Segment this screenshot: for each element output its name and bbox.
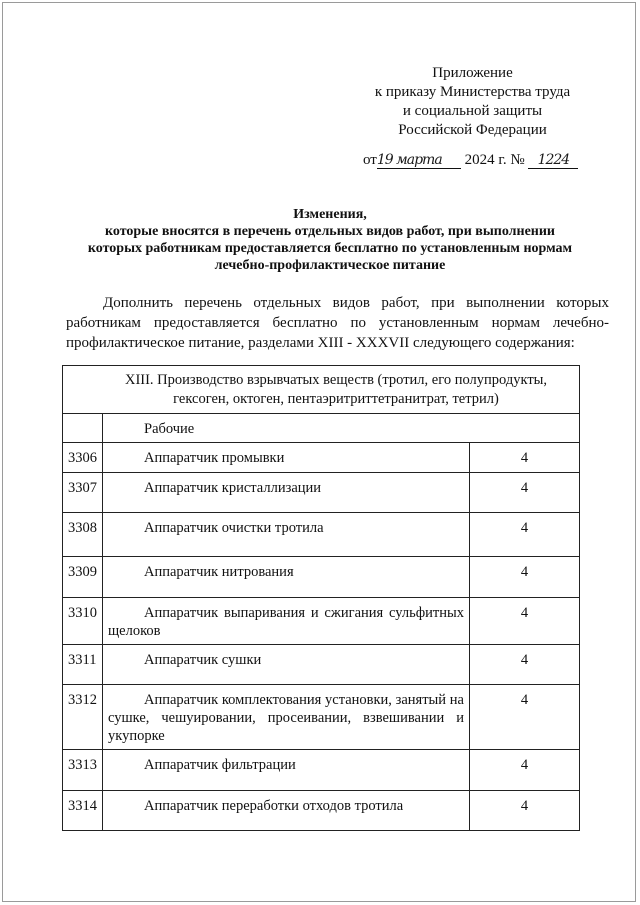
row-name-cell [103, 443, 470, 473]
row-code: 3306 [63, 443, 103, 473]
row-value: 4 [469, 557, 579, 598]
row-code: 3309 [63, 557, 103, 598]
row-name-cell [103, 557, 470, 598]
table-row [63, 443, 580, 473]
subheader-cell [103, 414, 580, 443]
row-name-cell [103, 513, 470, 557]
appendix-line: к приказу Министерства труда [374, 84, 571, 100]
table-row [63, 513, 580, 557]
order-year: 2024 г. № [464, 152, 525, 168]
row-code: 3312 [63, 685, 103, 750]
row-value: 4 [469, 598, 579, 645]
row-name: Аппаратчик очистки тротила [144, 520, 324, 536]
row-value: 4 [469, 443, 579, 473]
row-name: Аппаратчик переработки отходов тротила [144, 798, 404, 814]
title-line: Изменения, [293, 207, 367, 222]
row-name-cell [103, 750, 470, 791]
handwritten-date: 19 марта [377, 152, 461, 169]
row-name: Аппаратчик фильтрации [144, 757, 296, 773]
row-name-cell [103, 473, 470, 513]
document-title [60, 206, 600, 274]
title-line: лечебно-профилактическое питание [214, 258, 446, 273]
table-row [63, 791, 580, 831]
row-name: Аппаратчик выпаривания и сжигания сульфитных щелоков [108, 605, 464, 639]
row-value: 4 [469, 473, 579, 513]
title-line: которых работникам предоставляется бесплатно по установленным нормам [87, 241, 573, 256]
row-value: 4 [469, 513, 579, 557]
subheader-row [63, 414, 580, 443]
row-value: 4 [469, 645, 579, 685]
handwritten-number: 1224 [528, 152, 578, 169]
row-name: Аппаратчик комплектования установки, занятый на сушке, чешуировании, просеивании, взвешивании и укупорке [108, 692, 464, 744]
row-name-cell [103, 645, 470, 685]
table-row [63, 598, 580, 645]
section-title-cell [63, 366, 580, 414]
order-prefix: от [363, 152, 377, 168]
table-row [63, 473, 580, 513]
appendix-line: Приложение [432, 65, 513, 81]
table-row [63, 557, 580, 598]
row-code: 3311 [63, 645, 103, 685]
row-value: 4 [469, 685, 579, 750]
row-code: 3313 [63, 750, 103, 791]
row-code: 3314 [63, 791, 103, 831]
appendix-line: Российской Федерации [398, 122, 547, 138]
table-row [63, 750, 580, 791]
row-value: 4 [469, 750, 579, 791]
row-name: Аппаратчик сушки [144, 652, 262, 668]
intro-paragraph: Дополнить перечень отдельных видов работ, при выполнении которых работникам предоставляется бесплатно по установленным нормам лечебно-профилактическое питание, разделами XIII - XXXVII следующего содержания: [66, 295, 609, 351]
appendix-block [355, 64, 590, 140]
row-code: 3307 [63, 473, 103, 513]
row-code: 3308 [63, 513, 103, 557]
subheader-label: Рабочие [144, 421, 195, 437]
row-name-cell [103, 791, 470, 831]
row-name: Аппаратчик промывки [144, 450, 285, 466]
order-line [363, 152, 578, 169]
table-row [63, 685, 580, 750]
section-header-row [63, 366, 580, 414]
row-name-cell [103, 685, 470, 750]
row-value: 4 [469, 791, 579, 831]
title-line: которые вносятся в перечень отдельных видов работ, при выполнении [105, 224, 555, 239]
empty-cell [63, 414, 103, 443]
section-title: XIII. Производство взрывчатых веществ (тротил, его полупродукты, гексоген, октоген, пентаэритриттетранитрат, тетрил) [124, 372, 548, 407]
appendix-line: и социальной защиты [402, 103, 543, 119]
row-name: Аппаратчик нитрования [144, 564, 294, 580]
row-name-cell [103, 598, 470, 645]
works-table [62, 365, 580, 831]
row-name: Аппаратчик кристаллизации [144, 480, 322, 496]
table-row [63, 645, 580, 685]
row-code: 3310 [63, 598, 103, 645]
